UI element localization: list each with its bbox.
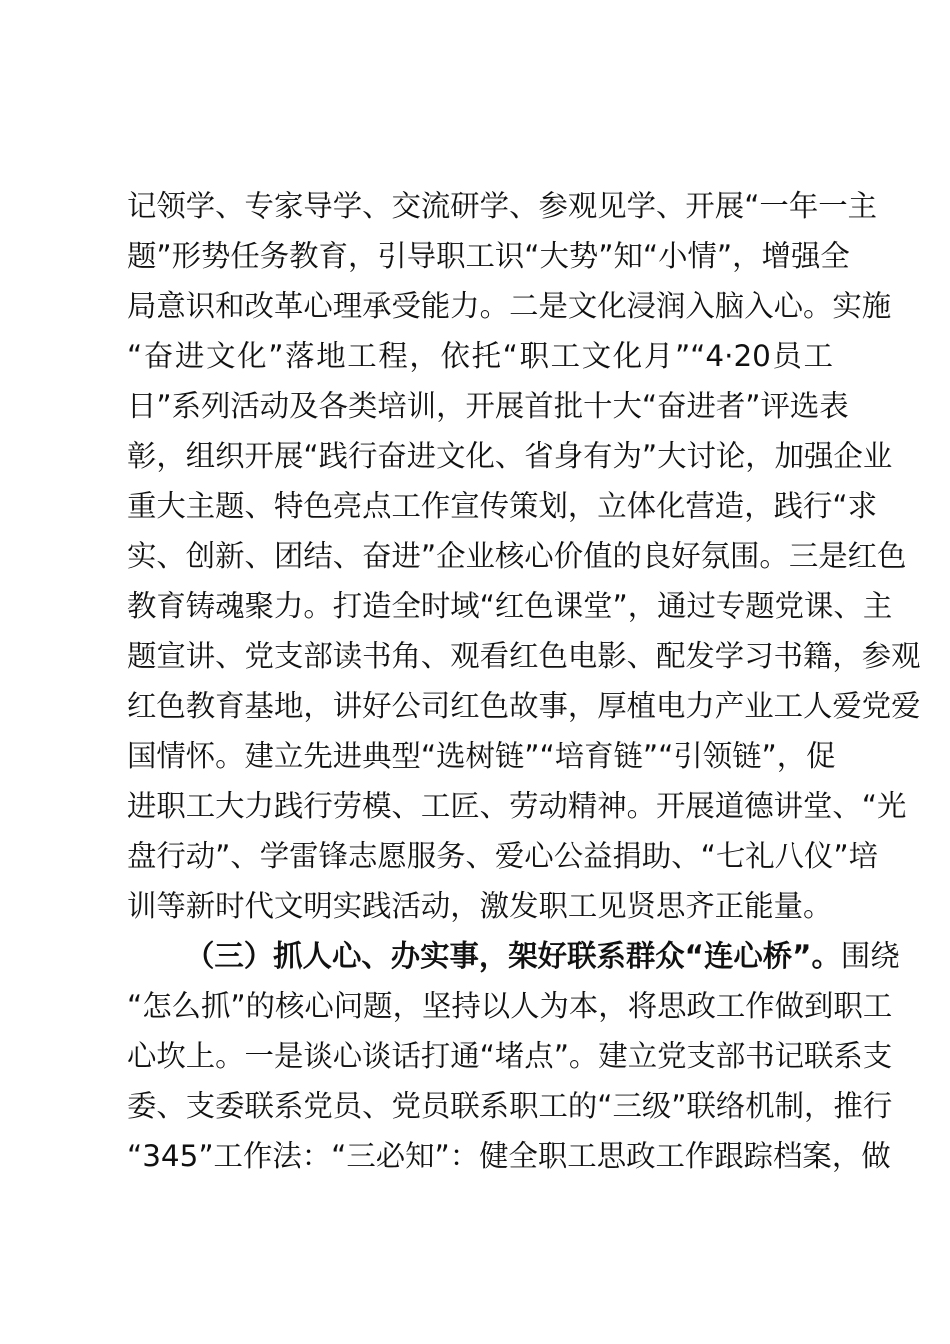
section-heading: （三）抓人心、办实事，架好联系群众“连心桥”。 [185, 939, 841, 973]
heading-tail-text: 围绕 [840, 939, 900, 973]
text-line: 题宣讲、党支部读书角、观看红色电影、配发学习书籍，参观 [127, 639, 921, 673]
text-line: 重大主题、特色亮点工作宣传策划，立体化营造，践行“求 [127, 489, 877, 523]
section-heading-line [127, 931, 900, 981]
text-line: 记领学、专家导学、交流研学、参观见学、开展“一年一主 [127, 189, 877, 223]
text-line: 盘行动”、学雷锋志愿服务、爱心公益捐助、“七礼八仪”培 [127, 839, 879, 873]
text-line: 进职工大力践行劳模、工匠、劳动精神。开展道德讲堂、“光 [127, 789, 907, 823]
text-line: 彰，组织开展“践行奋进文化、省身有为”大讨论，加强企业 [127, 439, 893, 473]
paragraph-section-three [127, 931, 900, 1181]
text-line: 教育铸魂聚力。打造全时域“红色课堂”，通过专题党课、主 [127, 589, 893, 623]
text-line: 训等新时代文明实践活动，激发职工见贤思齐正能量。 [127, 889, 833, 923]
text-line: “怎么抓”的核心问题，坚持以人为本，将思政工作做到职工 [127, 989, 893, 1023]
text-line: “345”工作法：“三必知”：健全职工思政工作跟踪档案，做 [127, 1139, 891, 1173]
text-line: “奋进文化”落地工程，依托“职工文化月”“4·20员工 [127, 339, 833, 373]
text-line: 题”形势任务教育，引导职工识“大势”知“小情”，增强全 [127, 239, 850, 273]
text-line: 心坎上。一是谈心谈话打通“堵点”。建立党支部书记联系支 [127, 1039, 893, 1073]
text-line: 红色教育基地，讲好公司红色故事，厚植电力产业工人爱党爱 [127, 689, 921, 723]
text-line: 实、创新、团结、奋进”企业核心价值的良好氛围。三是红色 [127, 539, 907, 573]
text-line: 日”系列活动及各类培训，开展首批十大“奋进者”评选表 [127, 389, 849, 423]
document-page [127, 181, 921, 1181]
text-line: 国情怀。建立先进典型“选树链”“培育链”“引领链”，促 [127, 739, 836, 773]
text-line: 局意识和改革心理承受能力。二是文化浸润入脑入心。实施 [127, 289, 892, 323]
text-line: 委、支委联系党员、党员联系职工的“三级”联络机制，推行 [127, 1089, 893, 1123]
paragraph-culture-education [127, 181, 921, 931]
